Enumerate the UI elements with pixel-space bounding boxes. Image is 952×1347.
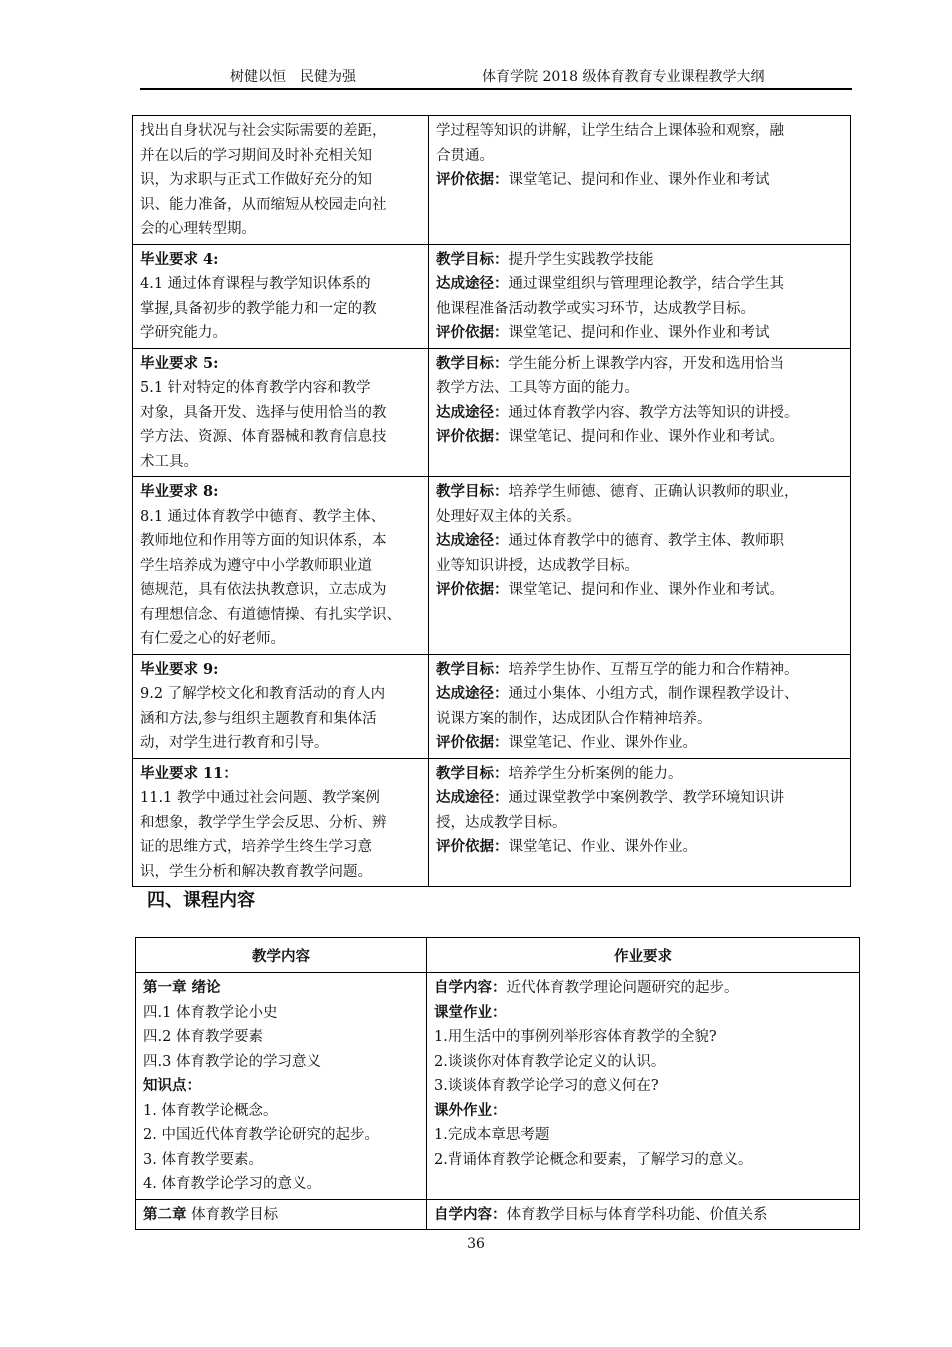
text-line — [140, 658, 421, 683]
text-line — [140, 321, 421, 346]
field-text: 3. 体育教学要素。 — [143, 1151, 263, 1168]
field-text: 4. 体育教学论学习的意义。 — [143, 1176, 321, 1192]
text-line — [436, 811, 843, 836]
text-line — [436, 144, 843, 169]
text-line — [140, 119, 421, 144]
field-text: 培养学生协作、互帮互学的能力和合作精神。 — [508, 661, 799, 678]
text-line — [140, 144, 421, 169]
field-text: 学方法、资源、体育器械和教育信息技 — [140, 429, 387, 445]
text-line — [140, 554, 421, 579]
cell-requirement — [136, 973, 427, 1200]
text-line — [140, 425, 421, 450]
text-line — [143, 1074, 419, 1099]
text-line — [143, 1172, 419, 1197]
table-row — [133, 654, 851, 758]
field-label: 达成途径： — [436, 403, 509, 421]
field-label: 教学目标： — [436, 660, 509, 678]
field-text: 课堂笔记、提问和作业、课外作业和考试 — [508, 325, 770, 341]
text-line — [434, 1074, 852, 1099]
field-text: 1.用生活中的事例列举形容体育教学的全貌? — [434, 1029, 717, 1045]
field-text: 通过体育教学内容、教学方法等知识的讲授。 — [508, 404, 799, 421]
field-text: 合贯通。 — [436, 147, 494, 164]
field-text: 证的思维方式，培养学生终生学习意 — [140, 839, 372, 855]
field-text: 2.背诵体育教学论概念和要素，了解学习的意义。 — [434, 1151, 753, 1168]
field-text: 2. 中国近代体育教学论研究的起步。 — [143, 1127, 379, 1143]
field-text: 说课方案的制作，达成团队合作精神培养。 — [436, 710, 712, 727]
field-text: 找出自身状况与社会实际需要的差距， — [140, 123, 387, 139]
cell-detail — [429, 244, 851, 348]
field-text: 课堂笔记、提问和作业、课外作业和考试。 — [508, 429, 784, 445]
field-text: 4.1 通过体育课程与教学知识体系的 — [140, 276, 371, 292]
field-text: 识，为求职与正式工作做好充分的知 — [140, 172, 372, 188]
text-line — [436, 731, 843, 756]
field-text: 有理想信念、有道德情操、有扎实学识、 — [140, 606, 401, 623]
field-text: 四.2 体育教学要素 — [143, 1029, 263, 1045]
page-header — [140, 64, 852, 90]
table-header-row — [136, 938, 860, 973]
text-line — [140, 248, 421, 273]
text-line — [436, 707, 843, 732]
text-line — [140, 762, 421, 787]
field-label: 教学目标： — [436, 764, 509, 782]
field-label: 自学内容： — [434, 979, 507, 996]
field-text: 11.1 教学中通过社会问题、教学案例 — [140, 790, 380, 806]
field-label: 知识点： — [143, 1077, 201, 1094]
text-line — [143, 1001, 419, 1026]
field-text: 和想象，教学学生学会反思、分析、辨 — [140, 814, 387, 831]
text-line — [140, 168, 421, 193]
cell-requirement — [133, 244, 429, 348]
text-line — [436, 425, 843, 450]
text-line — [140, 217, 421, 242]
field-text: 有仁爱之心的好老师。 — [140, 631, 285, 647]
field-text: 授，达成教学目标。 — [436, 814, 567, 831]
text-line — [436, 321, 843, 346]
cell-detail — [427, 1199, 860, 1230]
table-row — [133, 477, 851, 655]
field-text: 课堂笔记、作业、课外作业。 — [508, 735, 697, 751]
field-text: 动，对学生进行教育和引导。 — [140, 735, 329, 751]
text-line — [140, 835, 421, 860]
text-line — [140, 297, 421, 322]
text-line — [436, 297, 843, 322]
text-line — [143, 1050, 419, 1075]
text-line — [436, 529, 843, 554]
field-label: 教学目标： — [436, 250, 509, 268]
field-label: 教学目标： — [436, 483, 509, 500]
column-header-content: 教学内容 — [136, 938, 427, 973]
table-row — [136, 1199, 860, 1230]
objectives-table — [132, 115, 851, 887]
text-line — [434, 1099, 852, 1124]
field-label: 毕业要求 8: — [140, 483, 219, 500]
text-line — [140, 529, 421, 554]
field-text: 2.谈谈你对体育教学论定义的认识。 — [434, 1053, 666, 1070]
table-row — [133, 758, 851, 887]
field-text: 培养学生分析案例的能力。 — [508, 765, 683, 782]
text-line — [436, 786, 843, 811]
field-label: 评价依据： — [436, 838, 509, 855]
text-line — [436, 168, 843, 193]
text-line — [436, 505, 843, 530]
cell-detail — [429, 348, 851, 477]
field-label: 课堂作业： — [434, 1003, 507, 1021]
text-line — [140, 682, 421, 707]
table-row — [133, 244, 851, 348]
text-line — [140, 860, 421, 885]
field-text: 识、能力准备，从而缩短从校园走向社 — [140, 196, 387, 213]
text-line — [140, 707, 421, 732]
field-label: 毕业要求 9: — [140, 660, 219, 678]
field-text: 5.1 针对特定的体育教学内容和教学 — [140, 380, 371, 396]
field-text: 会的心理转型期。 — [140, 221, 256, 237]
text-line — [140, 731, 421, 756]
field-label: 毕业要求 5: — [140, 354, 219, 372]
field-text: 并在以后的学习期间及时补充相关知 — [140, 147, 372, 164]
cell-requirement — [133, 758, 429, 887]
field-text: 通过小集体、小组方式，制作课程教学设计、 — [508, 686, 799, 702]
cell-requirement — [133, 654, 429, 758]
field-text: 四.1 体育教学论小史 — [143, 1004, 278, 1021]
field-text: 1.完成本章思考题 — [434, 1127, 550, 1143]
field-text: 掌握,具备初步的教学能力和一定的教 — [140, 300, 377, 317]
text-line — [434, 976, 852, 1001]
field-text: 业等知识讲授，达成教学目标。 — [436, 557, 639, 574]
field-text: 课堂笔记、提问和作业、课外作业和考试 — [508, 172, 770, 188]
header-document-title: 体育学院 2018 级体育教育专业课程教学大纲 — [482, 69, 765, 85]
field-label: 达成途径： — [436, 789, 509, 806]
course-content-table — [135, 937, 860, 1230]
field-text: 通过课堂组织与管理理论教学，结合学生其 — [508, 276, 784, 292]
field-text: 体育教学目标与体育学科功能、价值关系 — [506, 1206, 768, 1223]
field-text: 课堂笔记、作业、课外作业。 — [508, 839, 697, 855]
field-label: 第二章 — [143, 1205, 187, 1223]
page-number: 36 — [467, 1236, 485, 1252]
cell-requirement — [133, 348, 429, 477]
text-line — [436, 554, 843, 579]
text-line — [143, 1203, 419, 1228]
field-text: 术工具。 — [140, 453, 198, 470]
field-text: 近代体育教学理论问题研究的起步。 — [506, 980, 739, 996]
table-row — [133, 348, 851, 477]
cell-detail — [429, 758, 851, 887]
text-line — [436, 401, 843, 426]
field-text: 教学方法、工具等方面的能力。 — [436, 380, 639, 396]
field-label: 自学内容： — [434, 1205, 507, 1223]
field-label: 评价依据： — [436, 734, 509, 751]
cell-requirement — [136, 1199, 427, 1230]
field-text: 3.谈谈体育教学论学习的意义何在? — [434, 1078, 659, 1094]
text-line — [434, 1148, 852, 1173]
cell-detail — [429, 654, 851, 758]
text-line — [140, 272, 421, 297]
field-label: 达成途径： — [436, 275, 509, 292]
text-line — [140, 450, 421, 475]
field-text: 处理好双主体的关系。 — [436, 508, 581, 525]
field-label: 课外作业： — [434, 1101, 507, 1119]
text-line — [436, 376, 843, 401]
text-line — [140, 480, 421, 505]
text-line — [436, 762, 843, 787]
field-label: 评价依据： — [436, 581, 509, 598]
column-header-assignment: 作业要求 — [427, 938, 860, 973]
text-line — [434, 1203, 852, 1228]
text-line — [140, 505, 421, 530]
cell-requirement — [133, 477, 429, 655]
field-label: 毕业要求 4: — [140, 250, 219, 268]
text-line — [143, 1025, 419, 1050]
field-text: 涵和方法,参与组织主题教育和集体活 — [140, 710, 377, 727]
text-line — [436, 682, 843, 707]
text-line — [143, 1148, 419, 1173]
text-line — [436, 835, 843, 860]
field-text: 学生能分析上课教学内容，开发和选用恰当 — [508, 355, 784, 372]
table-row — [136, 973, 860, 1200]
text-line — [140, 193, 421, 218]
field-text: 通过课堂教学中案例教学、教学环境知识讲 — [508, 790, 784, 806]
text-line — [436, 480, 843, 505]
text-line — [436, 119, 843, 144]
text-line — [140, 401, 421, 426]
text-line — [140, 603, 421, 628]
field-text: 学生培养成为遵守中小学教师职业道 — [140, 557, 372, 574]
field-text: 9.2 了解学校文化和教育活动的育人内 — [140, 686, 386, 702]
field-text: 课堂笔记、提问和作业、课外作业和考试。 — [508, 582, 784, 598]
cell-requirement — [133, 116, 429, 245]
field-label: 达成途径： — [436, 685, 509, 702]
header-motto: 树健以恒 民健为强 — [230, 69, 356, 85]
cell-detail — [429, 477, 851, 655]
text-line — [140, 578, 421, 603]
field-label: 评价依据： — [436, 324, 509, 341]
field-text: 8.1 通过体育教学中德育、教学主体、 — [140, 508, 386, 525]
field-text: 识，学生分析和解决教育教学问题。 — [140, 863, 372, 880]
field-label: 评价依据： — [436, 171, 509, 188]
table-row — [133, 116, 851, 245]
cell-detail — [429, 116, 851, 245]
text-line — [140, 376, 421, 401]
text-line — [436, 658, 843, 683]
text-line — [143, 1099, 419, 1124]
field-text: 他课程准备活动教学或实习环节，达成教学目标。 — [436, 300, 755, 317]
text-line — [434, 1025, 852, 1050]
text-line — [143, 1123, 419, 1148]
field-text: 学过程等知识的讲解，让学生结合上课体验和观察，融 — [436, 123, 784, 139]
field-text: 对象，具备开发、选择与使用恰当的教 — [140, 404, 387, 421]
text-line — [436, 272, 843, 297]
field-label: 毕业要求 11： — [140, 764, 238, 782]
field-label: 达成途径： — [436, 532, 509, 549]
field-text: 提升学生实践教学技能 — [508, 251, 654, 268]
text-line — [140, 352, 421, 377]
field-label: 第一章 绪论 — [143, 979, 221, 996]
field-text: 体育教学目标 — [186, 1206, 279, 1223]
text-line — [140, 627, 421, 652]
field-text: 教师地位和作用等方面的知识体系，本 — [140, 533, 387, 549]
text-line — [140, 786, 421, 811]
text-line — [434, 1123, 852, 1148]
text-line — [434, 1001, 852, 1026]
text-line — [436, 352, 843, 377]
field-text: 通过体育教学中的德育、教学主体、教师职 — [508, 533, 784, 549]
field-text: 四.3 体育教学论的学习意义 — [143, 1053, 321, 1070]
text-line — [143, 976, 419, 1001]
text-line — [436, 248, 843, 273]
text-line — [140, 811, 421, 836]
text-line — [436, 578, 843, 603]
field-text: 德规范，具有依法执教意识，立志成为 — [140, 582, 387, 598]
text-line — [434, 1050, 852, 1075]
field-label: 评价依据： — [436, 428, 509, 445]
field-text: 学研究能力。 — [140, 325, 227, 341]
field-text: 1. 体育教学论概念。 — [143, 1102, 278, 1119]
field-label: 教学目标： — [436, 354, 509, 372]
field-text: 培养学生师德、德育、正确认识教师的职业， — [508, 484, 799, 500]
cell-detail — [427, 973, 860, 1200]
section-title: 四、课程内容 — [147, 890, 255, 911]
